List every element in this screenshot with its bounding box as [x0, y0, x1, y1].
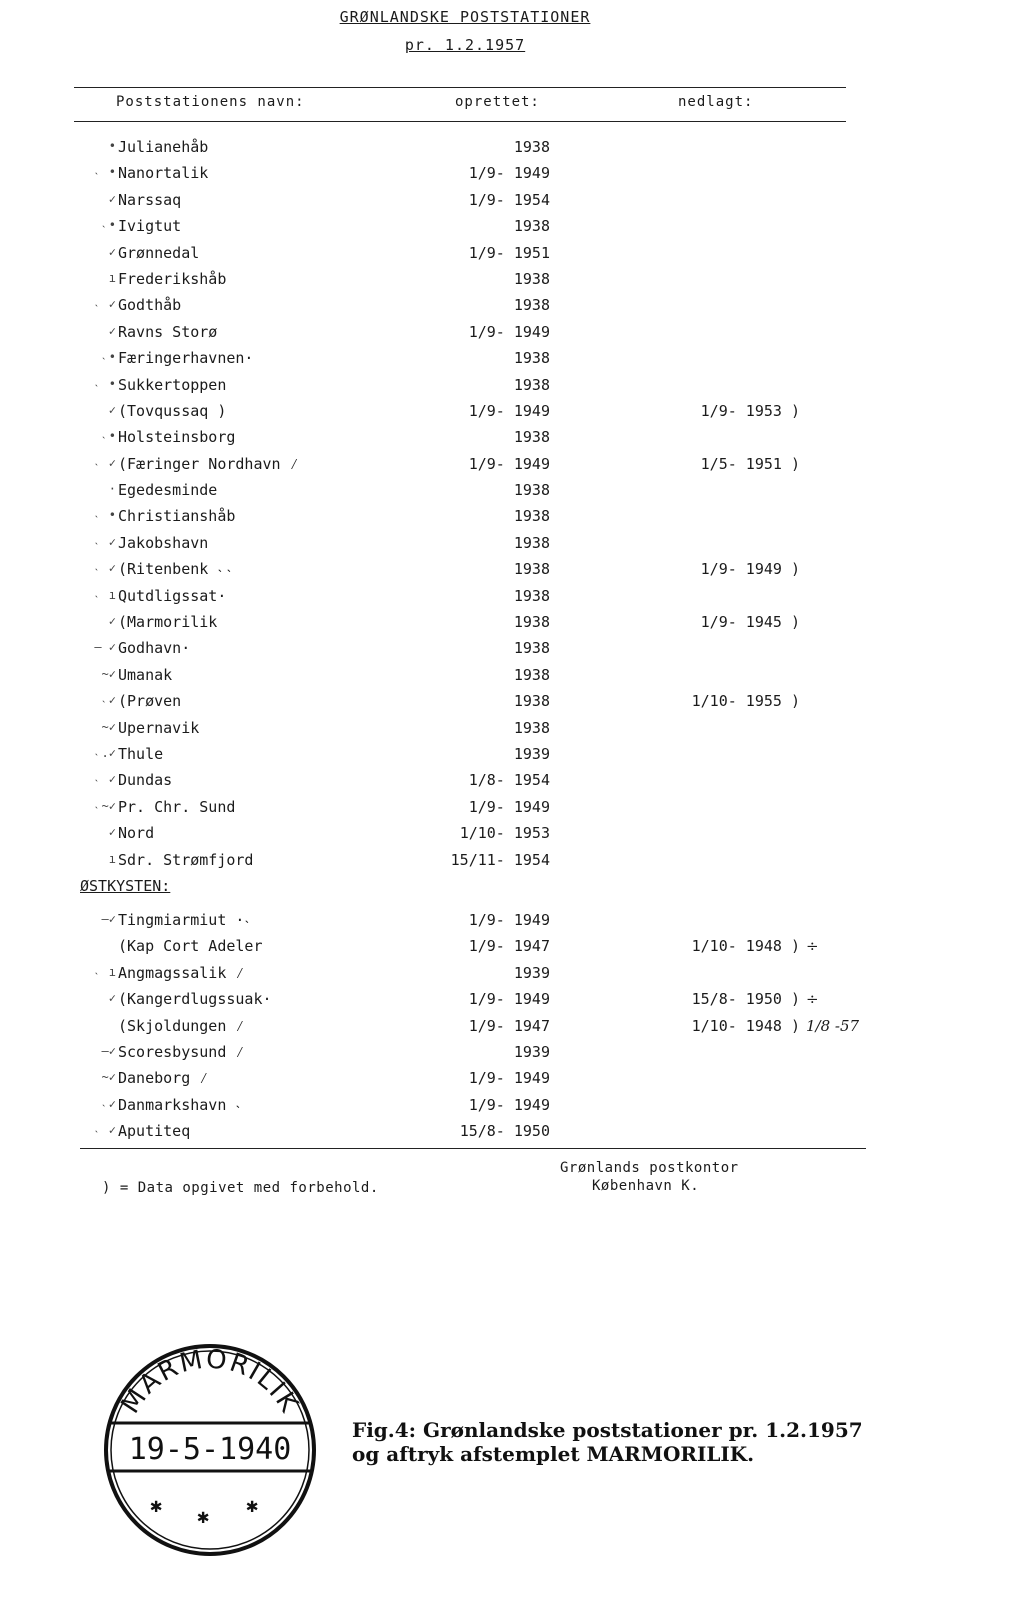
- opened-date: 1/9- 1949: [468, 1069, 550, 1088]
- table-row: [0, 321, 1013, 347]
- stamp-star-icon-right: ✱: [245, 1493, 259, 1517]
- table-row: [0, 374, 1013, 400]
- row-mark: ˴ ı: [94, 587, 116, 602]
- opened-date: 1938: [513, 560, 550, 579]
- row-mark: ˴✓: [101, 1096, 116, 1111]
- closed-date: 1/5- 1951 ): [700, 454, 800, 473]
- row-mark: ˴ ✓: [94, 534, 116, 549]
- table-row: [0, 743, 1013, 769]
- station-name: Sukkertoppen: [118, 375, 227, 394]
- closed-date: 1/10- 1948 ): [691, 937, 800, 956]
- table-row: [0, 849, 1013, 875]
- station-name: Narssaq: [118, 190, 182, 209]
- opened-date: 1/9- 1949: [468, 910, 550, 929]
- station-name: Upernavik: [118, 718, 200, 737]
- opened-date: 1/9- 1949: [468, 990, 550, 1009]
- table-row: [0, 637, 1013, 663]
- opened-date: 1938: [513, 269, 550, 288]
- opened-date: 1/9- 1949: [468, 401, 550, 420]
- opened-date: 1/9- 1949: [468, 1095, 550, 1114]
- stamp-place: MARMORILIK: [115, 1344, 305, 1419]
- station-name: Christianshåb: [118, 507, 236, 526]
- row-mark: —✓: [101, 1043, 116, 1058]
- header-bottom-rule: [74, 121, 846, 122]
- closed-date: 1/9- 1945 ): [700, 613, 800, 632]
- opened-date: 1938: [513, 296, 550, 315]
- station-name: Ivigtut: [118, 217, 182, 236]
- opened-date: 1938: [513, 533, 550, 552]
- station-name: Aputiteq: [118, 1122, 191, 1141]
- row-mark: ı: [108, 851, 116, 866]
- table-row: [0, 242, 1013, 268]
- table-row: [0, 136, 1013, 162]
- station-name: Umanak: [118, 665, 173, 684]
- opened-date: 1938: [513, 428, 550, 447]
- opened-date: 1938: [513, 639, 550, 658]
- table-row: [0, 294, 1013, 320]
- header-top-rule: [74, 87, 846, 88]
- opened-date: 15/8- 1950: [459, 1122, 550, 1141]
- opened-date: 1938: [513, 718, 550, 737]
- row-mark: ✓: [108, 244, 116, 259]
- station-name: Godthåb: [118, 296, 182, 315]
- station-name: (Marmorilik: [118, 613, 218, 632]
- row-mark: ~✓: [101, 719, 116, 734]
- opened-date: 1/9- 1949: [468, 454, 550, 473]
- table-row: [0, 664, 1013, 690]
- opened-date: 1/8- 1954: [468, 771, 550, 790]
- section-heading-east-coast: [0, 875, 1013, 909]
- opened-date: 1938: [513, 665, 550, 684]
- table-row: [0, 962, 1013, 988]
- station-name: Jakobshavn: [118, 533, 209, 552]
- station-name: Nanortalik: [118, 164, 209, 183]
- row-mark: ✓: [108, 191, 116, 206]
- table-row: [0, 162, 1013, 188]
- opened-date: 1938: [513, 586, 550, 605]
- table-row: [0, 935, 1013, 961]
- handwritten-note: ÷: [806, 990, 819, 1009]
- station-name: (Skjoldungen ⁄: [118, 1016, 245, 1035]
- table-row: [0, 1015, 1013, 1041]
- station-name: Julianehåb: [118, 138, 209, 156]
- closed-date: 1/10- 1955 ): [691, 692, 800, 711]
- table-row: [0, 690, 1013, 716]
- opened-date: 1/9- 1949: [468, 164, 550, 183]
- station-name: Daneborg ⁄: [118, 1069, 209, 1088]
- column-header-name: Poststationens navn:: [116, 94, 305, 110]
- station-name: (Kangerdlugssuak·: [118, 990, 272, 1009]
- page-title: GRØNLANDSKE POSTSTATIONER: [339, 8, 591, 26]
- opened-date: 1/9- 1947: [468, 1016, 550, 1035]
- station-name: (Færinger Nordhavn ⁄: [118, 454, 299, 473]
- row-mark: — ✓: [94, 640, 116, 655]
- row-mark: ˴ ✓: [94, 772, 116, 787]
- row-mark: ·: [108, 482, 116, 497]
- opened-date: 1938: [513, 481, 550, 500]
- table-row: [0, 505, 1013, 531]
- row-mark: ✓: [108, 825, 116, 840]
- table-row: [0, 1120, 1013, 1146]
- column-header-closed: nedlagt:: [678, 94, 754, 110]
- station-table: [0, 136, 1013, 1146]
- table-row: [0, 347, 1013, 373]
- table-row: [0, 400, 1013, 426]
- section-label: ØSTKYSTEN:: [80, 876, 171, 895]
- opened-date: 1/9- 1949: [468, 797, 550, 816]
- opened-date: 1938: [513, 138, 550, 156]
- table-row: [0, 1067, 1013, 1093]
- caption-line-1: Fig.4: Grønlandske poststationer pr. 1.2.1957: [352, 1418, 863, 1442]
- row-mark: ˴•: [101, 218, 116, 233]
- opened-date: 1938: [513, 692, 550, 711]
- row-mark: ˴✓: [101, 693, 116, 708]
- column-header-opened: oprettet:: [455, 94, 540, 110]
- row-mark: ˴ ✓: [94, 455, 116, 470]
- row-mark: ˴ ı: [94, 964, 116, 979]
- opened-date: 1/9- 1947: [468, 937, 550, 956]
- table-row: [0, 909, 1013, 935]
- row-mark: ˴ •: [94, 165, 116, 180]
- table-row: [0, 769, 1013, 795]
- row-mark: ˴.✓: [94, 745, 116, 760]
- figure-caption: [352, 1418, 863, 1466]
- row-mark: ✓: [108, 614, 116, 629]
- row-mark: ~✓: [101, 666, 116, 681]
- table-row: [0, 796, 1013, 822]
- table-row: [0, 988, 1013, 1014]
- row-mark: ˴•: [101, 350, 116, 365]
- opened-date: 1/10- 1953: [459, 824, 550, 843]
- table-row: [0, 558, 1013, 584]
- row-mark: ˴ ✓: [94, 561, 116, 576]
- opened-date: 1/9- 1951: [468, 243, 550, 262]
- station-name: (Ritenbenk ˴˴: [118, 560, 236, 579]
- table-row: [0, 268, 1013, 294]
- page-subtitle: pr. 1.2.1957: [404, 36, 526, 54]
- row-mark: ˴ •: [94, 508, 116, 523]
- stamp-star-icon-left: ✱: [149, 1493, 163, 1517]
- station-name: Angmagssalik ⁄: [118, 963, 245, 982]
- table-row: [0, 1041, 1013, 1067]
- station-name: Thule: [118, 744, 164, 763]
- table-row: [0, 585, 1013, 611]
- station-name: Holsteinsborg: [118, 428, 236, 447]
- opened-date: 1/9- 1954: [468, 190, 550, 209]
- opened-date: 1/9- 1949: [468, 322, 550, 341]
- row-mark: ~✓: [101, 1070, 116, 1085]
- opened-date: 1939: [513, 744, 550, 763]
- station-name: Tingmiarmiut ·˴: [118, 910, 254, 929]
- caption-line-2: og aftryk afstemplet MARMORILIK.: [352, 1442, 755, 1466]
- handwritten-note: ÷: [806, 937, 819, 956]
- table-row: [0, 426, 1013, 452]
- legend-note: ) = Data opgivet med forbehold.: [102, 1180, 379, 1196]
- station-name: Sdr. Strømfjord: [118, 850, 254, 869]
- row-mark: —✓: [101, 911, 116, 926]
- opened-date: 15/11- 1954: [450, 850, 550, 869]
- opened-date: 1938: [513, 375, 550, 394]
- station-name: Scoresbysund ⁄: [118, 1042, 245, 1061]
- office-city: København K.: [592, 1178, 700, 1194]
- table-row: [0, 479, 1013, 505]
- closed-date: 1/9- 1953 ): [700, 401, 800, 420]
- closed-date: 1/10- 1948 ): [691, 1016, 800, 1035]
- handwritten-note: 1/8 -57: [806, 1016, 860, 1035]
- opened-date: 1938: [513, 217, 550, 236]
- issuing-office: [560, 1159, 739, 1195]
- table-row: [0, 453, 1013, 479]
- office-name: Grønlands postkontor: [560, 1160, 739, 1176]
- row-mark: ✓: [108, 323, 116, 338]
- table-row: [0, 717, 1013, 743]
- station-name: (Kap Cort Adeler: [118, 937, 263, 956]
- table-row: [0, 189, 1013, 215]
- station-name: Pr. Chr. Sund: [118, 797, 236, 816]
- station-name: Godhavn·: [118, 639, 191, 658]
- station-name: Frederikshåb: [118, 269, 227, 288]
- station-name: Ravns Storø: [118, 322, 218, 341]
- station-name: Grønnedal: [118, 243, 200, 262]
- row-mark: •: [108, 139, 116, 153]
- stamp-date: 19-5-1940: [128, 1432, 292, 1467]
- station-name: Danmarkshavn ˴: [118, 1095, 245, 1114]
- row-mark: ˴ ✓: [94, 1123, 116, 1138]
- opened-date: 1939: [513, 963, 550, 982]
- closed-date: 15/8- 1950 ): [691, 990, 800, 1009]
- station-name: Dundas: [118, 771, 173, 790]
- table-row: [0, 215, 1013, 241]
- table-row: [0, 532, 1013, 558]
- row-mark: ˴ ✓: [94, 297, 116, 312]
- opened-date: 1938: [513, 507, 550, 526]
- row-mark: ı: [108, 270, 116, 285]
- table-row: [0, 611, 1013, 637]
- table-row: [0, 822, 1013, 848]
- closed-date: 1/9- 1949 ): [700, 560, 800, 579]
- opened-date: 1938: [513, 349, 550, 368]
- row-mark: ✓: [108, 991, 116, 1006]
- row-mark: ˴•: [101, 429, 116, 444]
- station-name: Nord: [118, 824, 155, 843]
- row-mark: ˴~✓: [94, 798, 116, 813]
- station-name: Egedesminde: [118, 481, 218, 500]
- station-name: (Tovqussaq ): [118, 401, 227, 420]
- postmark-stamp: [90, 1328, 330, 1568]
- station-name: Færingerhavnen·: [118, 349, 254, 368]
- station-name: (Prøven: [118, 692, 182, 711]
- table-bottom-rule: [80, 1148, 866, 1149]
- station-name: Qutdligssat·: [118, 586, 227, 605]
- opened-date: 1939: [513, 1042, 550, 1061]
- row-mark: ✓: [108, 402, 116, 417]
- row-mark: ˴ •: [94, 376, 116, 391]
- table-row: [0, 1094, 1013, 1120]
- opened-date: 1938: [513, 613, 550, 632]
- stamp-star-icon-center: ✱: [196, 1504, 210, 1528]
